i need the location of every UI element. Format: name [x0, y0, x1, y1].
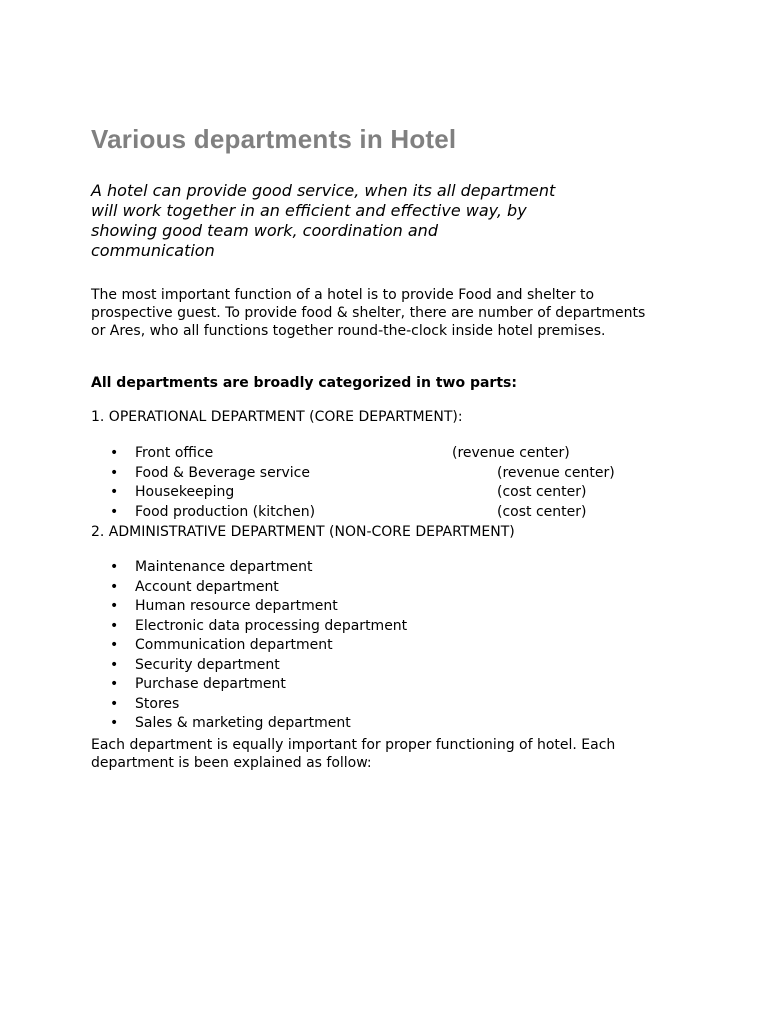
bullet-icon: • — [110, 464, 119, 481]
list-item — [91, 675, 691, 695]
list-item-label: Sales & marketing department — [135, 715, 351, 731]
list-item-center: (cost center) — [497, 484, 587, 500]
operational-list — [91, 444, 691, 522]
list-item — [91, 444, 691, 464]
list-item — [91, 636, 691, 656]
bullet-icon: • — [110, 617, 119, 634]
list-item-label: Food & Beverage service — [135, 464, 310, 481]
bullet-icon: • — [110, 656, 119, 673]
list-item — [91, 558, 691, 578]
list-item-label: Front office — [135, 445, 214, 461]
list-item — [91, 578, 691, 598]
bullet-icon: • — [110, 578, 119, 595]
list-item — [91, 695, 691, 715]
list-item-label: Food production (kitchen) — [135, 503, 316, 520]
bullet-icon: • — [110, 695, 119, 712]
list-item-center: (revenue center) — [497, 464, 615, 481]
list-item-center: (revenue center) — [452, 445, 570, 461]
administrative-list — [91, 558, 691, 734]
bullet-icon: • — [110, 637, 119, 653]
list-item-label: Purchase department — [135, 676, 286, 692]
intro-text: A hotel can provide good service, when its all department will work together in an efficient and effective way, by showing good team work, coordination and communication — [91, 181, 556, 260]
list-item-center: (cost center) — [497, 503, 587, 520]
bullet-icon: • — [110, 676, 119, 692]
list-item-label: Security department — [135, 656, 280, 673]
bullet-icon: • — [110, 503, 119, 520]
list-item — [91, 714, 691, 734]
bullet-icon: • — [110, 715, 119, 731]
list-item — [91, 503, 691, 523]
list-item-label: Maintenance department — [135, 559, 313, 575]
list-item-label: Account department — [135, 578, 279, 595]
bullet-icon: • — [110, 559, 119, 575]
list-item — [91, 483, 691, 503]
paragraph-closing: Each department is equally important for proper functioning of hotel. Each department is been explained as follow: — [91, 737, 616, 771]
section2-heading: 2. ADMINISTRATIVE DEPARTMENT (NON-CORE DEPARTMENT) — [91, 524, 515, 540]
list-item — [91, 656, 691, 676]
bullet-icon: • — [110, 598, 119, 614]
categorized-heading: All departments are broadly categorized in two parts: — [91, 375, 517, 391]
list-item-label: Electronic data processing department — [135, 617, 408, 634]
list-item — [91, 464, 691, 484]
list-item-label: Stores — [135, 695, 180, 712]
paragraph-main-function: The most important function of a hotel is to provide Food and shelter to prospective guest. To provide food & shelter, there are number of departments or Ares, who all functions together round-the-clock inside hotel premises. — [91, 287, 646, 339]
list-item-label: Communication department — [135, 637, 333, 653]
list-item — [91, 617, 691, 637]
list-item-label: Human resource department — [135, 598, 338, 614]
list-item-label: Housekeeping — [135, 484, 235, 500]
section1-heading: 1. OPERATIONAL DEPARTMENT (CORE DEPARTMENT): — [91, 409, 463, 425]
document-title: Various departments in Hotel — [91, 124, 457, 154]
bullet-icon: • — [110, 484, 119, 500]
bullet-icon: • — [110, 445, 119, 461]
list-item — [91, 597, 691, 617]
